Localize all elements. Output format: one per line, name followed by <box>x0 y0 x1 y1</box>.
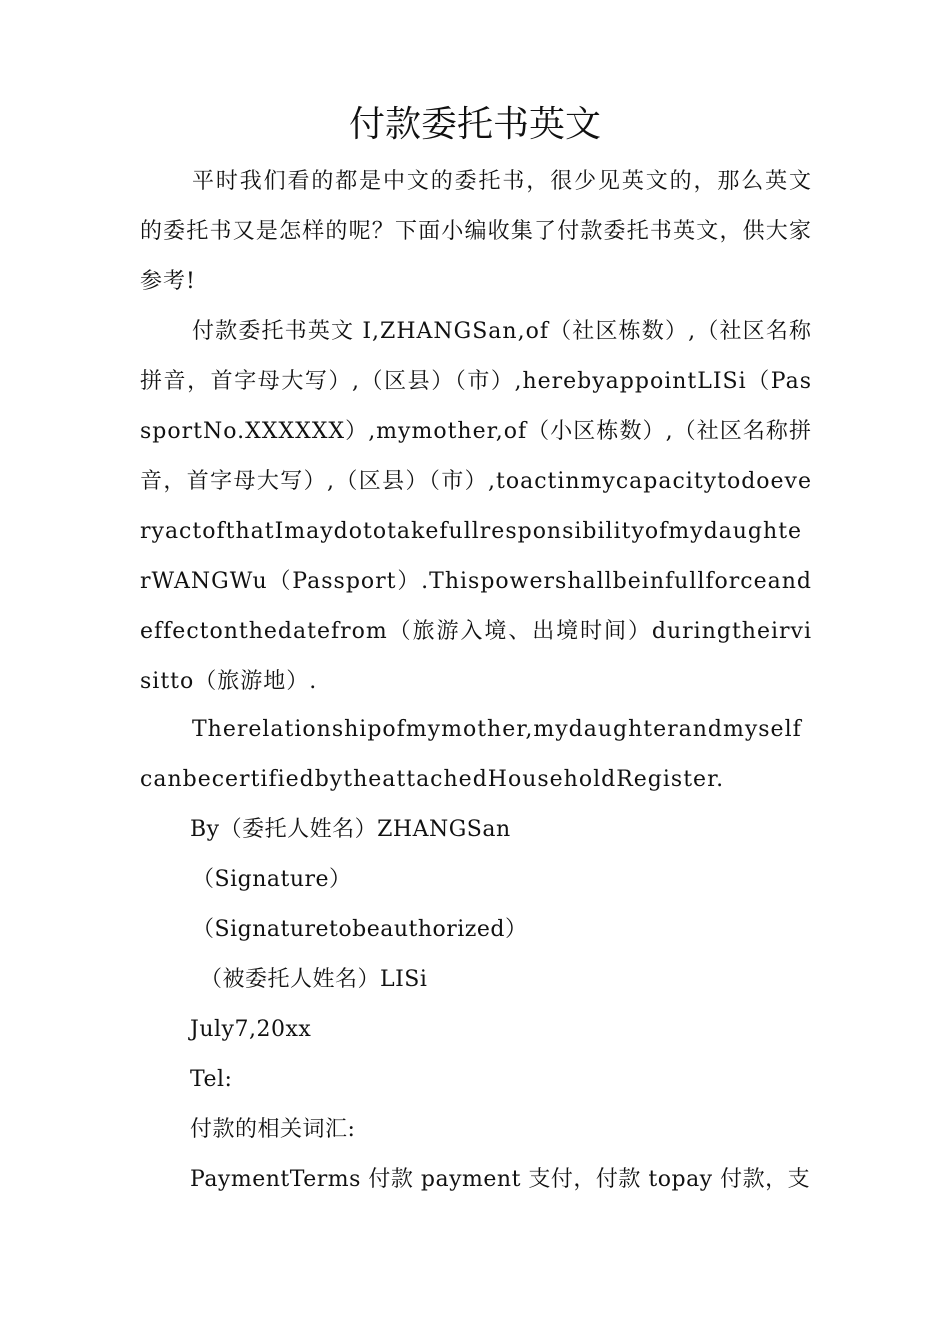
date-line: July7,20xx <box>190 1017 312 1042</box>
authorized-signature-line: （Signaturetobeauthorized） <box>192 917 528 942</box>
signature-line: （Signature） <box>192 867 352 892</box>
vocabulary-line: PaymentTerms 付款 payment 支付，付款 topay 付款，支 <box>190 1167 811 1192</box>
letter-body-paragraph: 付款委托书英文 I,ZHANGSan,of（社区栋数）,（社区名称拼音，首字母大写）,（区县）（市）,herebyappointLISi（PassportNo.XXXXXX）,mymother,of（小区栋数）,（社区名称拼音，首字母大写）,（区县）（市）,toactinmycapacitytodoeveryactofthatImaydototakefullresponsibilityofmydaughterWANGWu（Passport）.Thispowershallbeinfullforceandeffectonthedatefrom（旅游入境、出境时间）duringtheirvisitto（旅游地）. <box>140 319 812 694</box>
vocabulary-heading: 付款的相关词汇: <box>190 1117 356 1142</box>
agent-name-line: （被委托人姓名）LISi <box>200 967 428 992</box>
tel-line: Tel: <box>190 1067 233 1092</box>
document-title: 付款委托书英文 <box>348 104 601 145</box>
intro-paragraph: 平时我们看的都是中文的委托书，很少见英文的，那么英文的委托书又是怎样的呢？下面小编收集了付款委托书英文，供大家参考! <box>140 169 812 294</box>
principal-name-line: By（委托人姓名）ZHANGSan <box>190 817 511 842</box>
relationship-paragraph: Therelationshipofmymother,mydaughterandmyselfcanbecertifiedbytheattachedHouseholdRegister. <box>140 717 802 792</box>
